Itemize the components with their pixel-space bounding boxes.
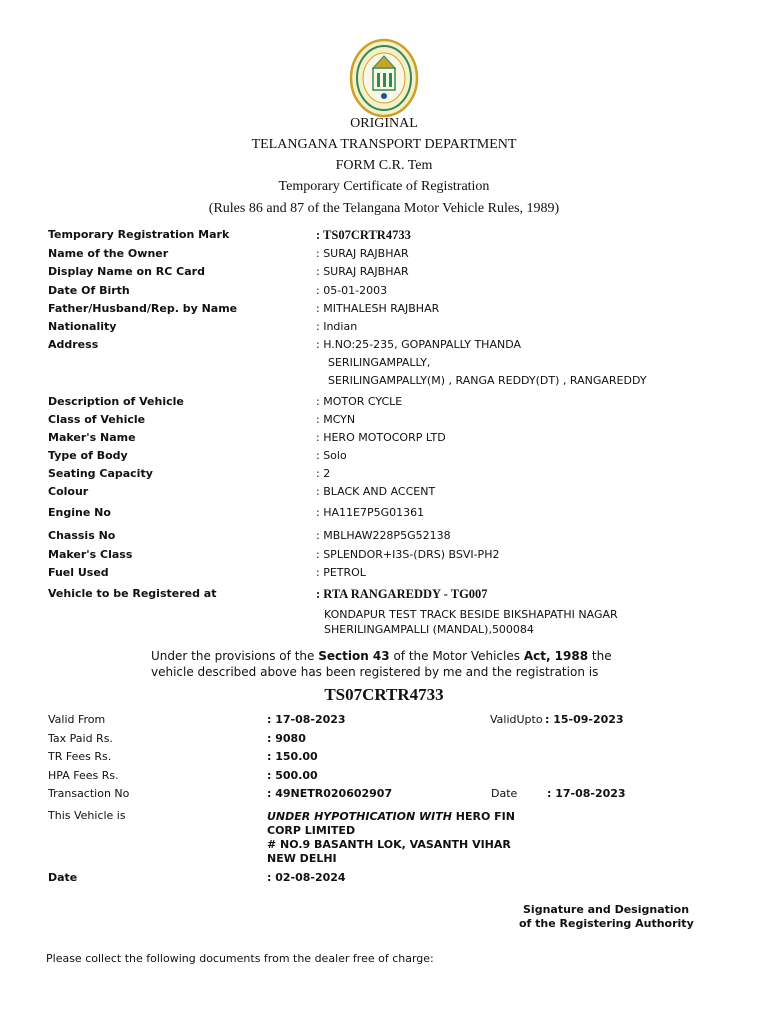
owner-name: : SURAJ RAJBHAR: [316, 247, 409, 260]
valid-from-value: : 17-08-2023: [267, 713, 346, 726]
field-row: [48, 265, 748, 281]
field-label: Maker's Class: [48, 548, 133, 561]
field-label: Date Of Birth: [48, 284, 130, 297]
field-label: Temporary Registration Mark: [48, 228, 230, 241]
field-row: [48, 284, 748, 300]
field-label: Seating Capacity: [48, 467, 153, 480]
field-label: Display Name on RC Card: [48, 265, 205, 278]
hypothecation-part: HERO FIN: [451, 810, 515, 823]
field-row: [48, 587, 748, 603]
tr-fees-label: TR Fees Rs.: [48, 750, 112, 763]
rules-reference: (Rules 86 and 87 of the Telangana Motor Vehicle Rules, 1989): [208, 201, 560, 216]
field-label: Type of Body: [48, 449, 128, 462]
field-row: [48, 413, 748, 429]
field-row: [48, 467, 748, 483]
act-ref: Act, 1988: [523, 649, 589, 663]
nationality: : Indian: [316, 320, 358, 333]
seating-capacity: : 2: [316, 467, 331, 480]
hypothecation-line: CORP LIMITED: [267, 824, 356, 837]
body-type: : Solo: [316, 449, 347, 462]
date-label: Date: [48, 871, 78, 884]
signature-line2: of the Registering Authority: [519, 917, 694, 930]
provision-text-line2: vehicle described above has been registered by me and the registration is: [151, 665, 599, 679]
section-ref: Section 43: [318, 649, 390, 663]
field-row: [48, 485, 748, 501]
engine-number: : HA11E7P5G01361: [316, 506, 425, 519]
form-name: FORM C.R. Tem: [335, 158, 433, 173]
maker-class: : SPLENDOR+I3S-(DRS) BSVI-PH2: [316, 548, 500, 561]
tax-label: Tax Paid Rs.: [48, 732, 113, 745]
provision-part: Under the provisions of the: [151, 649, 319, 663]
chassis-number: : MBLHAW228P5G52138: [316, 529, 451, 542]
form-status: ORIGINAL: [350, 116, 418, 131]
display-name: : SURAJ RAJBHAR: [316, 265, 409, 278]
field-label: Name of the Owner: [48, 247, 169, 260]
field-label: Engine No: [48, 506, 111, 519]
vehicle-class: : MCYN: [316, 413, 356, 426]
hypothecation-italic: UNDER HYPOTHICATION WITH: [267, 810, 452, 823]
maker-name: : HERO MOTOCORP LTD: [316, 431, 446, 444]
department-title: TELANGANA TRANSPORT DEPARTMENT: [251, 137, 517, 152]
date-value: : 02-08-2024: [267, 871, 346, 884]
hypothecation-line: NEW DELHI: [267, 852, 337, 865]
field-row: [48, 431, 748, 447]
colour: : BLACK AND ACCENT: [316, 485, 436, 498]
tr-fees-value: : 150.00: [267, 750, 318, 763]
date-of-birth: : 05-01-2003: [316, 284, 388, 297]
temp-registration-mark: : TS07CRTR4733: [316, 228, 411, 242]
field-row: [48, 395, 748, 411]
registration-mark-heading: TS07CRTR4733: [324, 685, 444, 704]
field-label: Nationality: [48, 320, 117, 333]
field-label: Father/Husband/Rep. by Name: [48, 302, 238, 315]
provision-text: [151, 649, 612, 663]
transaction-label: Transaction No: [48, 787, 130, 800]
field-row: [48, 320, 748, 336]
office-address-line: KONDAPUR TEST TRACK BESIDE BIKSHAPATHI NAGAR: [324, 608, 618, 621]
fuel-used: : PETROL: [316, 566, 366, 579]
vehicle-description: : MOTOR CYCLE: [316, 395, 403, 408]
field-row: [48, 302, 748, 318]
field-label: Address: [48, 338, 99, 351]
office-address-line: SHERILINGAMPALLI (MANDAL),500084: [324, 623, 534, 636]
field-row: [48, 228, 748, 244]
father-name: : MITHALESH RAJBHAR: [316, 302, 440, 315]
address-line: SERILINGAMPALLY,: [328, 356, 431, 369]
hpa-fees-label: HPA Fees Rs.: [48, 769, 119, 782]
field-label: Fuel Used: [48, 566, 109, 579]
provision-part: the: [588, 649, 612, 663]
field-row: [48, 566, 748, 582]
transaction-value: : 49NETR020602907: [267, 787, 393, 800]
field-row: [48, 529, 748, 545]
field-label: Chassis No: [48, 529, 116, 542]
valid-upto-label: ValidUpto: [490, 713, 543, 726]
footer-note: Please collect the following documents from the dealer free of charge:: [46, 952, 434, 965]
provision-part: of the Motor Vehicles: [389, 649, 524, 663]
certificate-title: Temporary Certificate of Registration: [278, 179, 490, 194]
field-row: [48, 449, 748, 465]
address: : H.NO:25-235, GOPANPALLY THANDA: [316, 338, 522, 351]
field-row: [48, 548, 748, 564]
field-label: Description of Vehicle: [48, 395, 184, 408]
hypothecation-line: # NO.9 BASANTH LOK, VASANTH VIHAR: [267, 838, 511, 851]
field-row: [48, 338, 748, 354]
hpa-fees-value: : 500.00: [267, 769, 318, 782]
valid-upto-value: : 15-09-2023: [545, 713, 624, 726]
field-row: [48, 506, 748, 522]
vehicle-is-label: This Vehicle is: [48, 809, 126, 822]
address-line: SERILINGAMPALLY(M) , RANGA REDDY(DT) , RANGAREDDY: [328, 374, 647, 387]
tax-value: : 9080: [267, 732, 306, 745]
field-label: Colour: [48, 485, 89, 498]
field-label: Maker's Name: [48, 431, 136, 444]
registration-office: : RTA RANGAREDDY - TG007: [316, 587, 488, 601]
signature-line1: Signature and Designation: [523, 903, 690, 916]
transaction-date-label: Date: [491, 787, 518, 800]
hypothecation-line: [267, 810, 515, 823]
telangana-emblem-icon: [349, 38, 419, 118]
field-row: [48, 247, 748, 263]
valid-from-label: Valid From: [48, 713, 106, 726]
field-label: Vehicle to be Registered at: [48, 587, 217, 600]
field-label: Class of Vehicle: [48, 413, 146, 426]
transaction-date-value: : 17-08-2023: [547, 787, 626, 800]
